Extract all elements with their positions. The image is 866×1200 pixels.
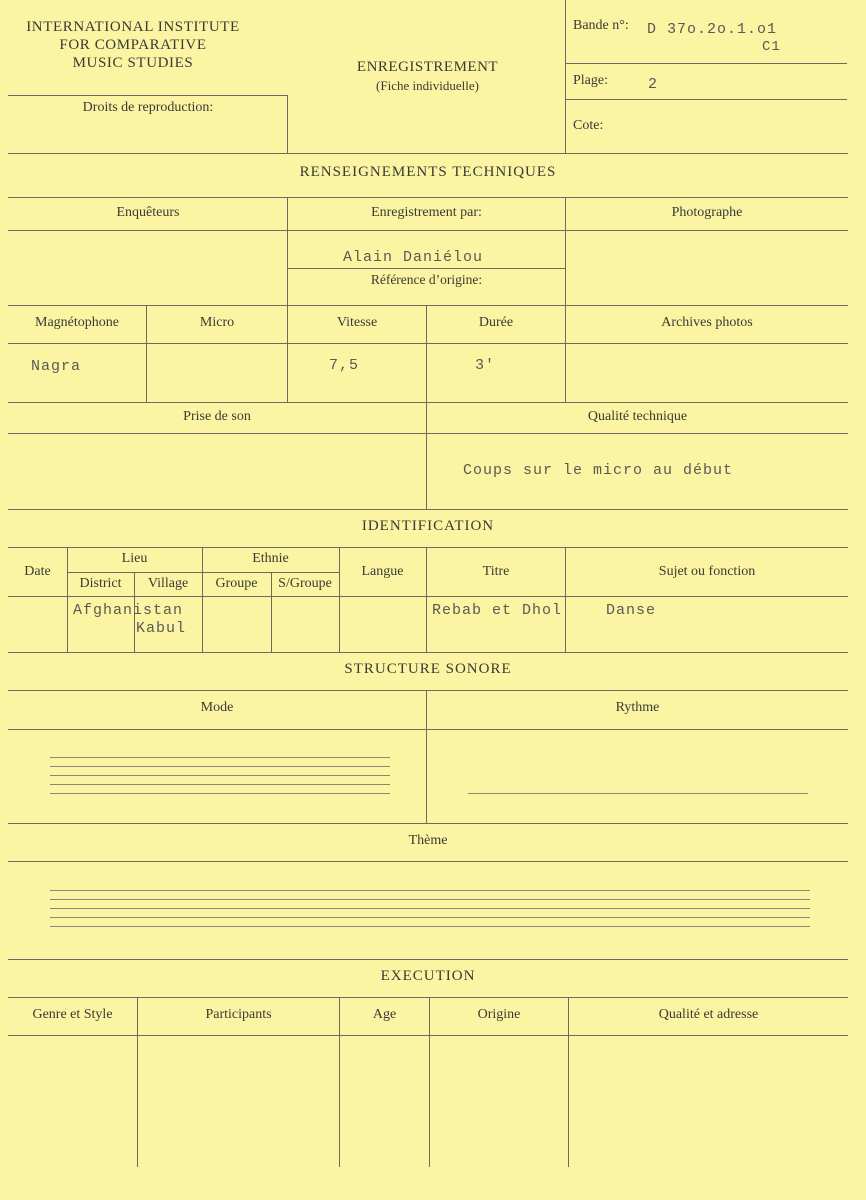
rythme-label: Rythme	[615, 700, 660, 715]
vitesse-value: 7,5	[329, 357, 360, 374]
divider	[8, 230, 848, 231]
divider	[146, 305, 147, 402]
divider	[8, 823, 848, 824]
magnetophone-value: Nagra	[31, 358, 82, 375]
bande-value: D 37o.2o.1.o1	[647, 21, 778, 38]
divider	[287, 305, 288, 402]
divider	[8, 95, 288, 96]
staff-line	[50, 917, 810, 918]
divider	[8, 343, 848, 344]
divider	[8, 197, 848, 198]
divider	[67, 547, 68, 652]
divider	[339, 997, 340, 1167]
rhythm-line	[468, 793, 808, 794]
divider	[8, 729, 848, 730]
divider	[426, 305, 427, 402]
origine-label: Origine	[477, 1007, 521, 1022]
divider	[137, 997, 138, 1167]
staff-line	[50, 766, 390, 767]
qualite-adresse-label: Qualité et adresse	[658, 1007, 759, 1022]
divider	[8, 153, 848, 154]
sujet-label: Sujet ou fonction	[658, 564, 756, 579]
staff-line	[50, 784, 390, 785]
magnetophone-label: Magnétophone	[35, 315, 119, 330]
section-title-technical: RENSEIGNEMENTS TECHNIQUES	[299, 164, 557, 180]
duree-label: Durée	[478, 315, 514, 330]
section-title-structure: STRUCTURE SONORE	[344, 661, 512, 677]
reference-label: Référence d’origine:	[370, 272, 483, 287]
divider	[8, 433, 848, 434]
divider	[339, 547, 340, 652]
qualite-label: Qualité technique	[587, 409, 688, 424]
divider	[426, 402, 427, 509]
divider	[8, 402, 848, 403]
staff-line	[50, 793, 390, 794]
page-title: ENREGISTREMENT	[356, 59, 499, 75]
page-subtitle: (Fiche individuelle)	[376, 78, 479, 93]
divider	[8, 997, 848, 998]
divider	[287, 95, 288, 153]
rights-label: Droits de reproduction:	[82, 100, 214, 115]
enregistrement-par-value: Alain Daniélou	[342, 249, 484, 266]
staff-line	[50, 899, 810, 900]
staff-line	[50, 775, 390, 776]
lieu-label: Lieu	[121, 551, 148, 566]
divider	[8, 547, 848, 548]
vitesse-label: Vitesse	[336, 315, 378, 330]
staff-line	[50, 908, 810, 909]
enregistrement-par-label: Enregistrement par:	[371, 205, 482, 220]
divider	[8, 1035, 848, 1036]
divider	[8, 690, 848, 691]
titre-value: Rebab et Dhol	[432, 602, 563, 619]
section-title-execution: EXECUTION	[380, 968, 476, 984]
sujet-value: Danse	[606, 602, 657, 619]
genre-label: Genre et Style	[32, 1007, 113, 1022]
district-label: District	[79, 576, 122, 591]
divider	[429, 997, 430, 1167]
section-title-identification: IDENTIFICATION	[361, 518, 495, 534]
divider	[565, 0, 566, 153]
plage-label: Plage:	[573, 73, 608, 88]
divider	[8, 509, 848, 510]
divider	[426, 690, 427, 823]
institute-line-2: FOR COMPARATIVE	[59, 37, 207, 53]
bande-value-2: C1	[762, 39, 781, 55]
divider	[565, 197, 566, 305]
age-label: Age	[372, 1007, 397, 1022]
prise-label: Prise de son	[183, 409, 251, 424]
staff-line	[50, 890, 810, 891]
institute-name	[8, 18, 258, 72]
district-value: Afghanistan	[73, 602, 184, 619]
divider	[8, 959, 848, 960]
village-label: Village	[147, 576, 189, 591]
cote-label: Cote:	[573, 118, 604, 133]
participants-label: Participants	[205, 1007, 272, 1022]
institute-line-3: MUSIC STUDIES	[72, 55, 194, 71]
photographe-label: Photographe	[671, 205, 743, 220]
mode-label: Mode	[200, 700, 234, 715]
divider	[288, 268, 565, 269]
divider	[67, 572, 339, 573]
divider	[565, 99, 847, 100]
ethnie-label: Ethnie	[252, 551, 289, 566]
enqueteurs-label: Enquêteurs	[116, 205, 180, 220]
divider	[426, 547, 427, 652]
divider	[565, 63, 847, 64]
micro-label: Micro	[199, 315, 235, 330]
divider	[8, 861, 848, 862]
date-label: Date	[24, 564, 51, 579]
divider	[565, 547, 566, 652]
groupe-label: Groupe	[215, 576, 258, 591]
divider	[8, 652, 848, 653]
langue-label: Langue	[361, 564, 404, 579]
archives-label: Archives photos	[661, 315, 753, 330]
divider	[271, 572, 272, 652]
qualite-value: Coups sur le micro au début	[463, 462, 734, 479]
institute-line-1: INTERNATIONAL INSTITUTE	[26, 19, 240, 35]
staff-line	[50, 926, 810, 927]
plage-value: 2	[648, 76, 659, 93]
theme-label: Thème	[408, 833, 448, 848]
bande-label: Bande n°:	[573, 18, 629, 33]
village-value: Kabul	[136, 620, 187, 637]
titre-label: Titre	[482, 564, 510, 579]
divider	[202, 547, 203, 652]
divider	[8, 305, 848, 306]
duree-value: 3'	[475, 357, 496, 374]
divider	[568, 997, 569, 1167]
divider	[565, 305, 566, 402]
sgroupe-label: S/Groupe	[278, 576, 332, 591]
staff-line	[50, 757, 390, 758]
